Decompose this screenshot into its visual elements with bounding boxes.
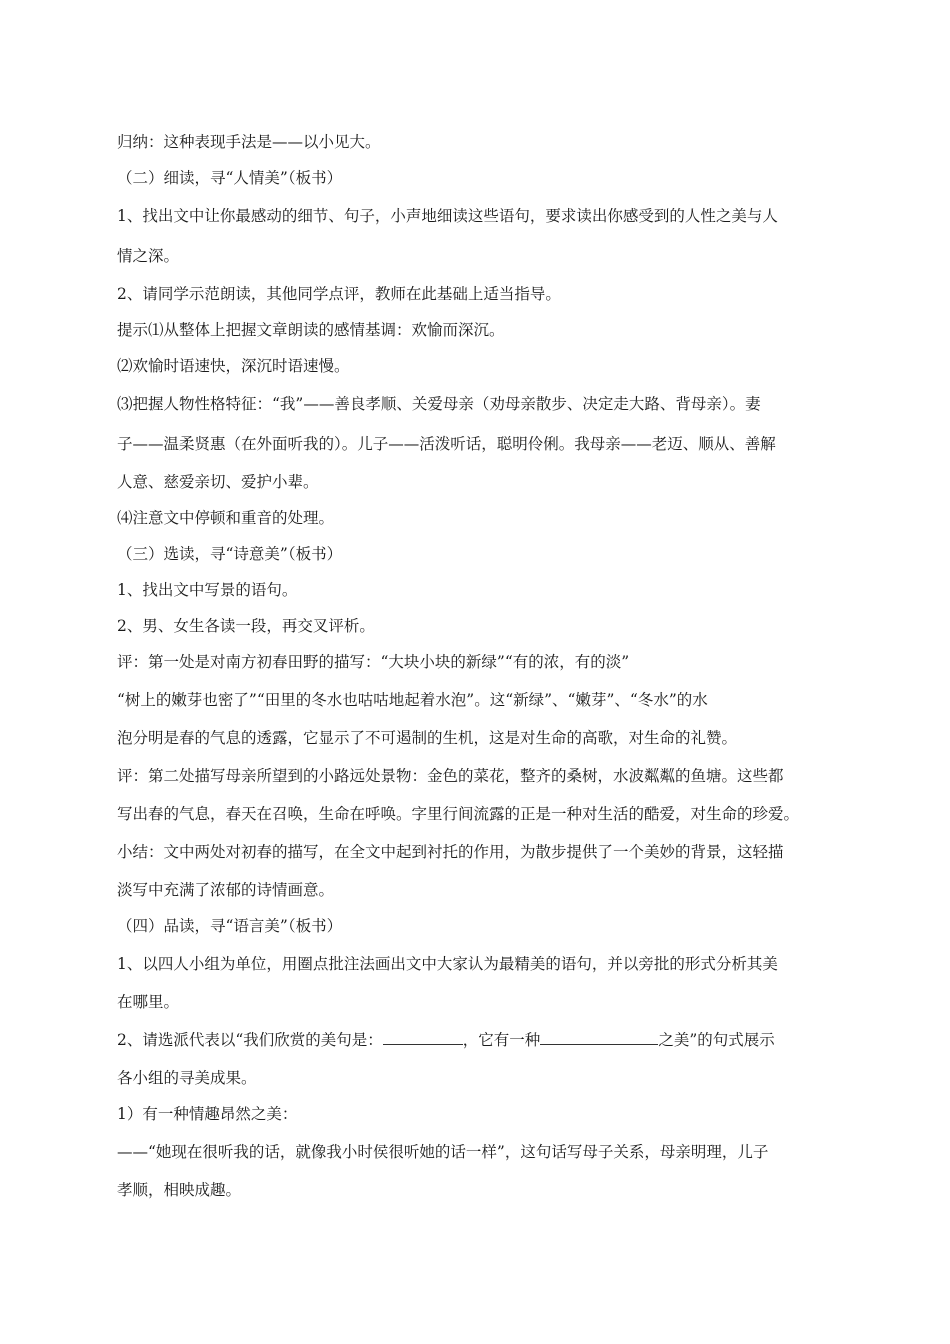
fill-in-line: [117, 1020, 840, 1060]
text-line: 在哪里。: [117, 993, 180, 1011]
text-line: 2、男、女生各读一段，再交叉评析。: [117, 617, 375, 635]
text-line: 1、找出文中让你最感动的细节、句子，小声地细读这些语句，要求读出你感受到的人性之美与人: [117, 207, 778, 225]
text-line: 评：第二处描写母亲所望到的小路远处景物：金色的菜花，整齐的桑树，水波粼粼的鱼塘。这些都: [117, 767, 784, 785]
answer-blank: [540, 1029, 658, 1046]
text-segment: 2、请选派代表以“我们欣赏的美句是：: [117, 1031, 383, 1049]
answer-blank: [383, 1029, 463, 1046]
text-line: 人意、慈爱亲切、爱护小辈。: [117, 473, 319, 491]
text-line: 1）有一种情趣昂然之美：: [117, 1105, 298, 1123]
text-line: 1、以四人小组为单位，用圈点批注法画出文中大家认为最精美的语句，并以旁批的形式分析其美: [117, 955, 778, 973]
text-line: 归纳：这种表现手法是——以小见大。: [117, 133, 381, 151]
text-line: ⑵欢愉时语速快，深沉时语速慢。: [117, 357, 350, 375]
section-heading: （二）细读，寻“人情美”（板书）: [117, 169, 343, 187]
text-segment: 之美”的句式展示: [658, 1031, 775, 1049]
text-line: 情之深。: [117, 247, 180, 265]
text-line: 写出春的气息，春天在召唤，生命在呼唤。字里行间流露的正是一种对生活的酷爱，对生命的珍爱。: [117, 805, 800, 823]
text-line: 2、请同学示范朗读，其他同学点评，教师在此基础上适当指导。: [117, 285, 561, 303]
text-line: 1、找出文中写景的语句。: [117, 581, 298, 599]
section-heading: （三）选读，寻“诗意美”（板书）: [117, 545, 343, 563]
text-line: ⑶把握人物性格特征：“我”——善良孝顺、关爱母亲（劝母亲散步、决定走大路、背母亲）。妻: [117, 395, 761, 413]
text-line: 各小组的寻美成果。: [117, 1069, 257, 1087]
text-line: 泡分明是春的气息的透露，它显示了不可遏制的生机，这是对生命的高歌，对生命的礼赞。: [117, 729, 738, 747]
text-segment: ，它有一种: [462, 1031, 541, 1049]
text-line: 小结：文中两处对初春的描写，在全文中起到衬托的作用，为散步提供了一个美妙的背景，这轻描: [117, 843, 784, 861]
text-line: 淡写中充满了浓郁的诗情画意。: [117, 881, 335, 899]
text-line: 提示⑴从整体上把握文章朗读的感情基调：欢愉而深沉。: [117, 321, 505, 339]
text-line: ⑷注意文中停顿和重音的处理。: [117, 509, 335, 527]
text-line: ——“她现在很听我的话，就像我小时侯很听她的话一样”，这句话写母子关系，母亲明理，儿子: [117, 1143, 769, 1161]
text-line: “树上的嫩芽也密了”“田里的冬水也咕咕地起着水泡”。这“新绿”、“嫩芽”、“冬水”的水: [117, 691, 708, 709]
text-line: 评：第一处是对南方初春田野的描写：“大块小块的新绿”“有的浓，有的淡”: [117, 653, 630, 671]
section-heading: （四）品读，寻“语言美”（板书）: [117, 917, 343, 935]
text-line: 孝顺，相映成趣。: [117, 1181, 242, 1199]
text-line: 子——温柔贤惠（在外面听我的）。儿子——活泼听话，聪明伶俐。我母亲——老迈、顺从、善解: [117, 435, 776, 453]
